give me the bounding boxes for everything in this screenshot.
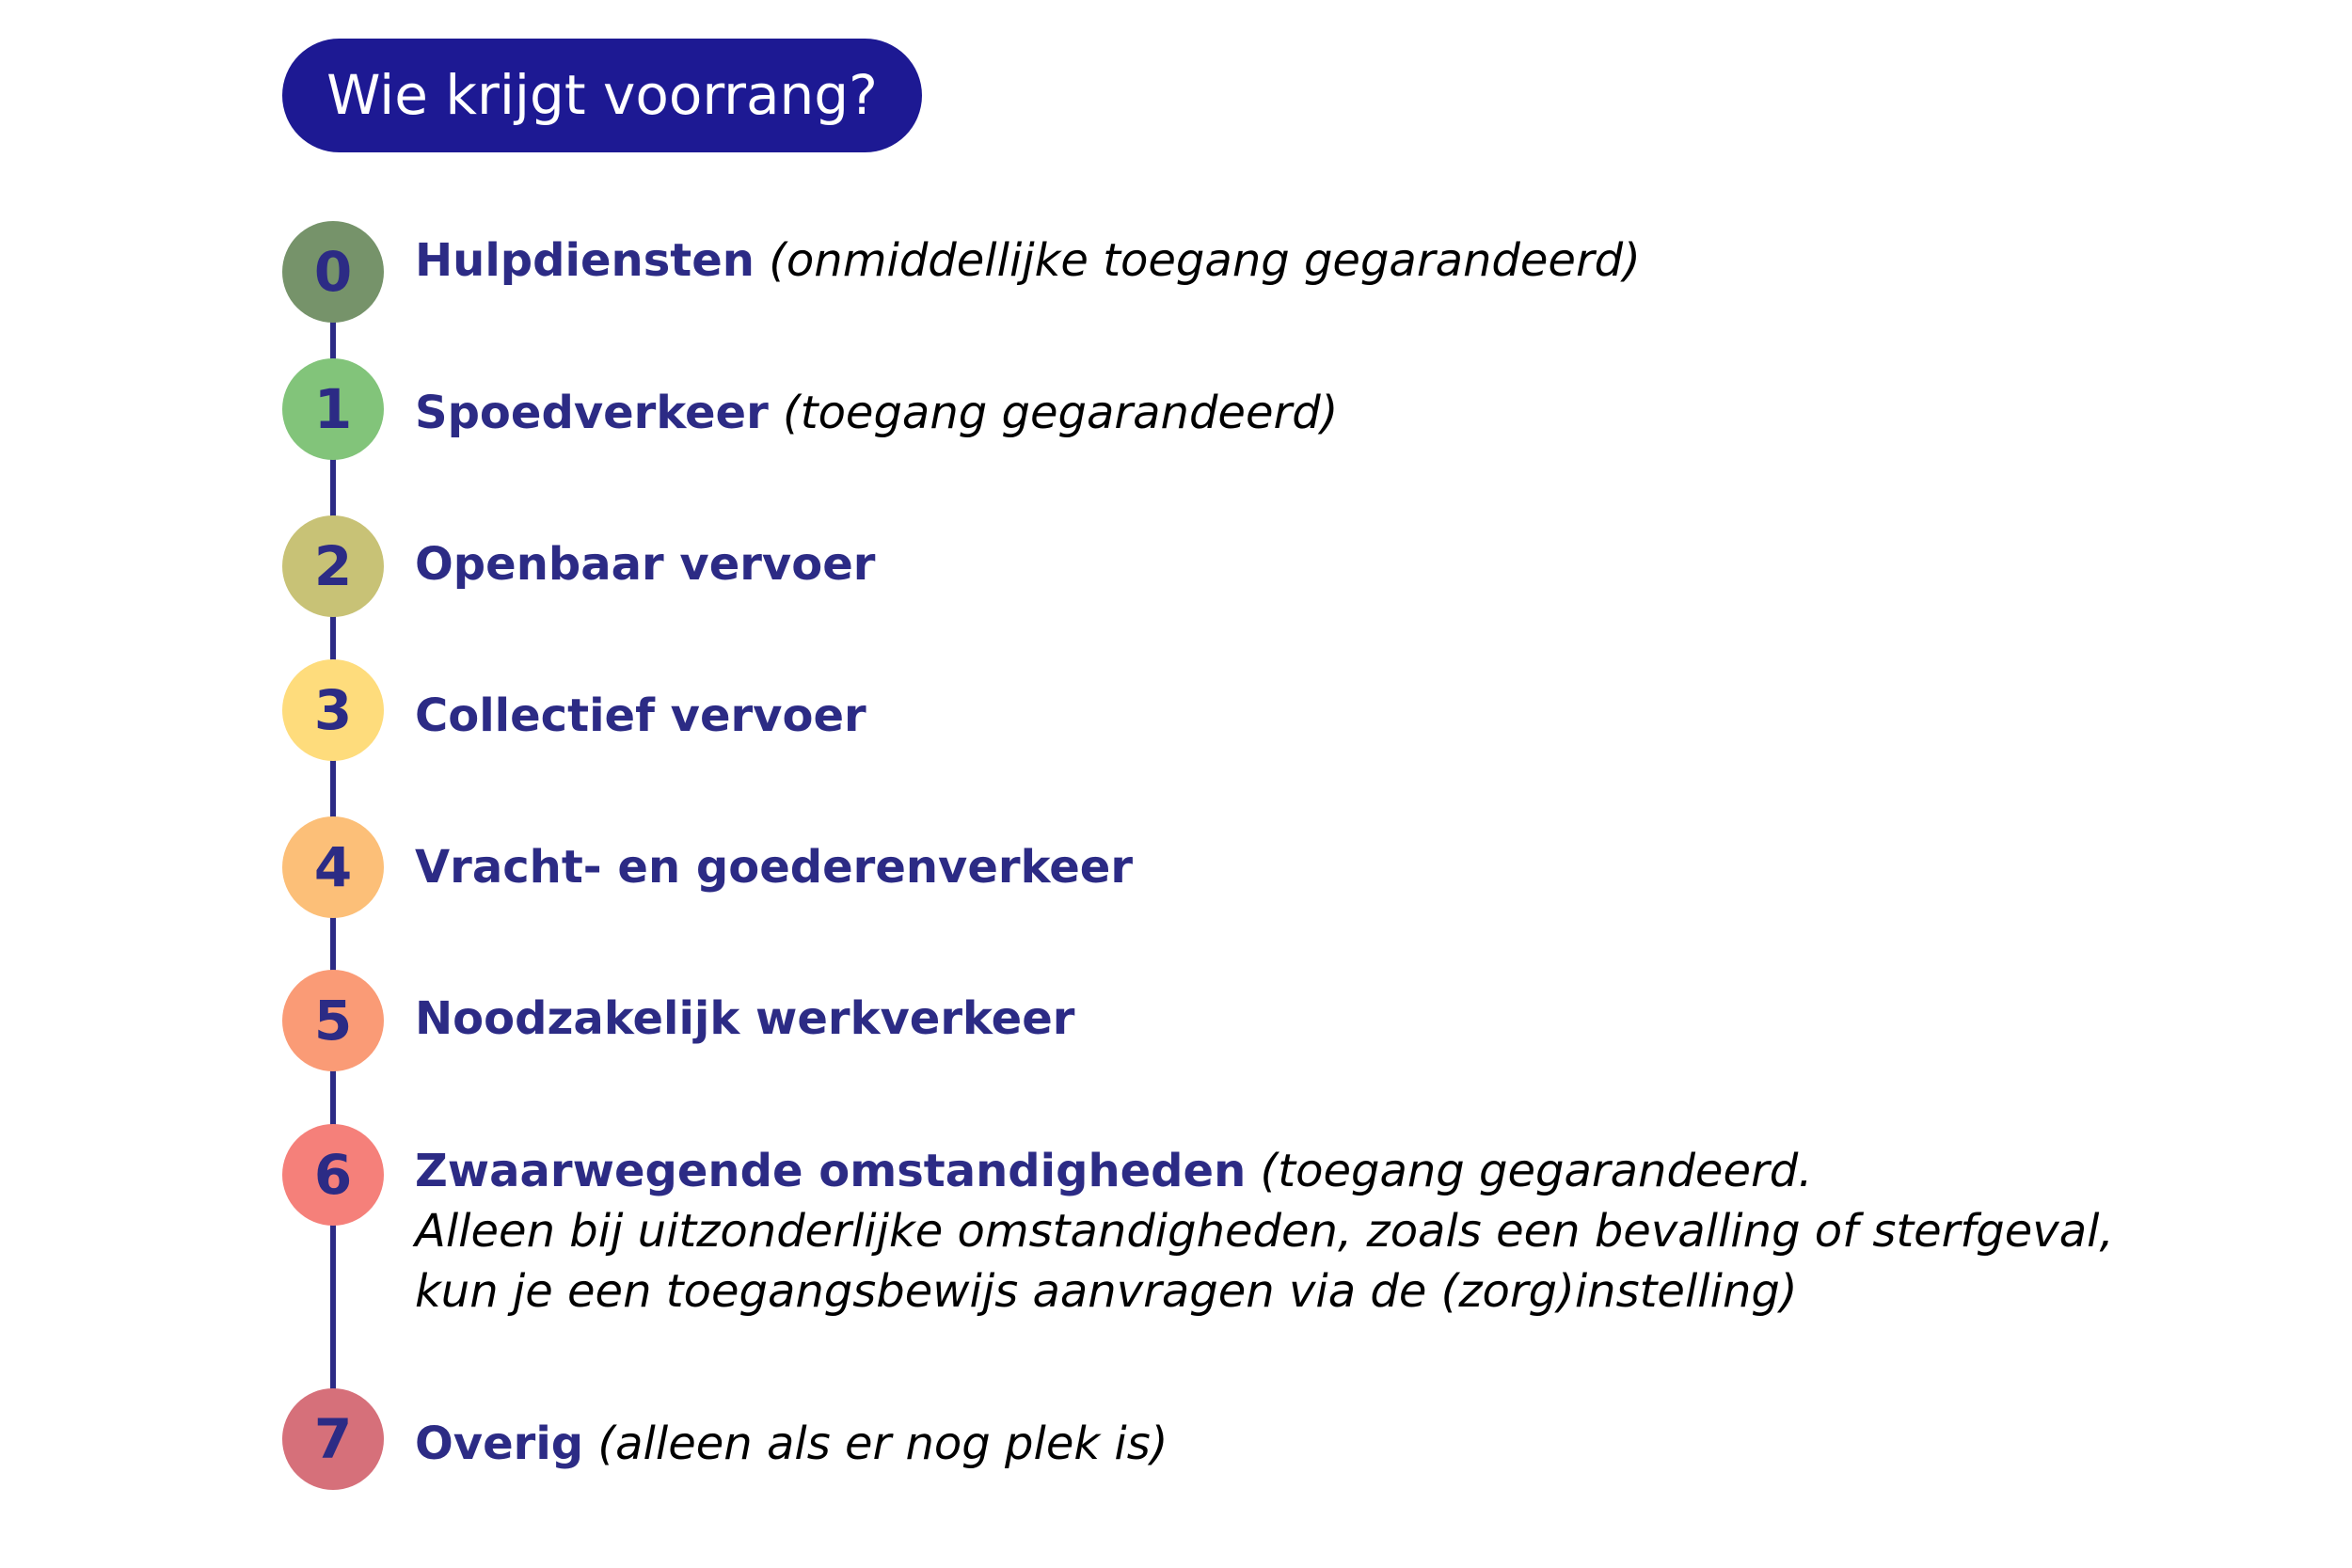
step-circle-0: 0: [282, 221, 384, 323]
step-circle-4: 4: [282, 816, 384, 918]
step-note: (alleen als er nog plek is): [597, 1418, 1168, 1470]
step-circle-6: 6: [282, 1124, 384, 1226]
step-circle-7: 7: [282, 1388, 384, 1490]
step-note: (onmiddellijke toegang gegarandeerd): [769, 234, 1641, 287]
step-circle-2: 2: [282, 515, 384, 617]
step-note: (toegang gegarandeerd): [783, 387, 1339, 439]
step-text-7: [415, 1414, 2306, 1474]
step-label: Openbaar vervoer: [415, 538, 876, 591]
step-text-4: [415, 837, 2306, 897]
step-label: Collectief vervoer: [415, 689, 866, 742]
step-label: Zwaarwegende omstandigheden: [415, 1145, 1247, 1197]
step-circle-5: 5: [282, 970, 384, 1071]
title-badge: Wie krijgt voorrang?: [282, 39, 922, 152]
step-label: Hulpdiensten: [415, 234, 755, 287]
step-text-1: [415, 383, 2306, 443]
step-label: Overig: [415, 1418, 584, 1470]
step-circle-3: 3: [282, 659, 384, 761]
step-note: (toegang gegarandeerd.: [1260, 1145, 1813, 1197]
step-label: Vracht- en goederenverkeer: [415, 841, 1133, 894]
step-note-line-3: kun je een toegangsbewijs aanvragen via de (zorg)instelling): [415, 1265, 1798, 1318]
step-text-5: [415, 989, 2306, 1049]
step-label: Spoedverkeer: [415, 387, 769, 439]
step-text-3: [415, 686, 2306, 746]
step-note-line-2: Alleen bij uitzonderlijke omstandigheden, zoals een bevalling of sterfgeval,: [415, 1205, 2114, 1258]
step-label: Noodzakelijk werkverkeer: [415, 992, 1075, 1045]
step-text-6: [415, 1141, 2306, 1322]
step-text-2: [415, 534, 2306, 594]
step-text-0: [415, 230, 2306, 291]
step-circle-1: 1: [282, 358, 384, 460]
